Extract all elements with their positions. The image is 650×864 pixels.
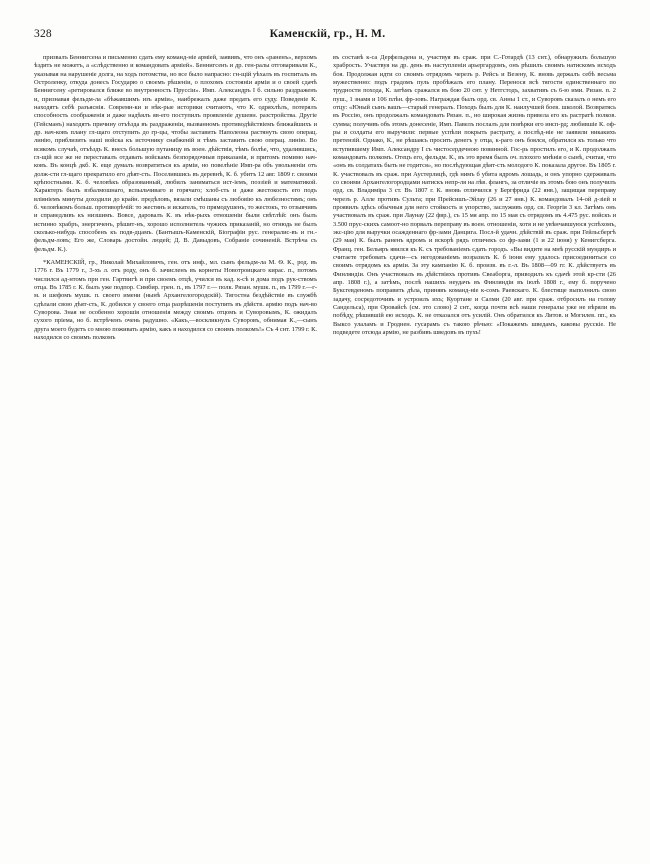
text-columns xyxy=(34,54,616,342)
running-title: Каменскiй, гр., Н. М. xyxy=(269,28,386,40)
paragraph: въ составѣ к-са Дерфельдена и, участвуя въ сраж. при С.-Готардѣ (13 снт.), обнаружилъ большую храбрость. Участвуя на др. день въ наступленiи арьергардомъ, онъ рѣшилъ своимъ натискомъ исходъ боя. Продолжая идти со своимъ отрядомъ черезъ р. Рейсъ и Везену, К. вновь держалъ себѣ весьма мужественно: подъ градомъ пуль пробѣжалъ его плану. Перенося всѣ тягости единственнаго по трудности похода, К. затѣмъ сражался въ бою 20 снт. у Нетгстодъ, захвативъ съ 6-ю ими. Ризан. п. 2 пуш., 1 знамя и 106 плѣн. фр-зовъ. Награждая былъ орд. св. Анны 1 ст., и Суворовъ сказалъ о немъ его отцу: «Юный сынъ вашъ—старый генералъ. Походъ былъ для К. наилучшей боев. школой. Возвратясь въ Россiю, онъ продолжалъ командовать Рязан. п., но широкая жизнь привела его къ растратѣ полков. сумма; получивъ объ этомъ донесеніе, Имп. Павелъ послалъ для повѣрки его инсп-рд; любившiе К. оф-ры и солдаты его выручили: первые успѣли покрыть растрату, а послѣд-нiе не заявили никакихъ претензiй. Однако, К., не рѣшаясь просить денегъ у отца, к-раго онъ боялся, обратился къ только что вступившему Имп. Александру I съ чистосердечною повинной. Гос-рь простилъ его, и К. продолжалъ командовать полкомъ. Отецъ его, фельдм. К., въ это время былъ оч. плохого мнѣнiя о сынѣ, считая, что «онъ въ солдатахъ быть не годится», но послѣдующая дѣят-сть молодого К. показала другое. Въ 1805 г. К. участвовалъ въ сраж. при Аустерлицѣ, гдѣ нимъ б убита ядромъ лошадь, и онъ упорно сдерживалъ со своими Архангелогородцами натискъ непр-ля на лѣв. флангъ, за отличiе въ этомъ бою онъ получилъ орд. св. Владимiра 3 ст. Въ 1807 г. К. вновь отличился у Бергфрида (22 янв.), защищая переправу черезъ р. Алле противъ Сульта; при Прейсишъ-Эйлау (26 и 27 янв.) К. командовалъ 14-ой д-зiей и проявилъ здѣсь обычныя для него стойкость и упорство, заслуживъ орд. св. Георгiя 3 кл. Затѣмъ онъ участвовалъ въ сраж. при Лаунау (22 фвр.), съ 15 мя апр. по 15 мая съ отрядомъ въ 4.475 рус. войскъ и 3.500 прус-скихъ самоот-но порвалъ переправу въ воен. отношенiи, хотя и не увѣнчавшуюся успѣхомъ, экс-цiю для выручки осажденнаго фр-зами Данцига. Посл-й удачн. дѣйствiй въ сраж. при Гейльсбергѣ (29 мая) К. былъ раненъ ядромъ и вскорѣ рядъ отличекъ со фр-зами (1 и 22 iюня) у Кенигсберга. Франц. ген. Бельяръ явился къ К. съ требованiемъ сдать городъ. «Вы видите на мнѣ русскiй мундиръ и считаете требовать сдачи—съ негодованiемъ возразилъ К. б iюня ему удалось присоединиться со своимъ отрядомъ къ армiи. За эту кампанiю К. б. произв. въ г.-л. Въ 1808—09 гг. К. дѣйствуетъ въ Финляндiи. Онъ участвовалъ въ дѣйствiяхъ противъ Свеаборга, приводилъ къ сдачѣ этой кр-сти (26 апр. 1808 г.), а затѣмъ, послѣ нашихъ неудачъ въ Финляндiи въ іюлѣ 1808 г., ему б. поручено Буксгевденомъ поправить дѣла, принявъ команд-нiе к-сомъ Раевскаго. К. блестяще выполнилъ свою задачу, сосредоточивъ и устроилъ ихъ; Куортане и Салми (20 авг. при сраж. отбросилъ на голову Сандельса), при Оровайсѣ (см. это слово) 2 снт., когда почти всѣ наши генералы уже не вѣряли въ побѣду, рѣшившiй ею исходъ. К. не отказался отъ усилiй. Онъ обратился къ Литов. и Могилев. пп., къ Выксо улаламъ и Гроднен. гусарамъ съ такою рѣчью: «Покажемъ шведамъ, каковы русскiе. Не подведете отсюда армiю, не разбивъ шведовъ въ пухъ! xyxy=(333,54,616,336)
left-column xyxy=(34,54,317,342)
page-header xyxy=(34,28,616,44)
right-column xyxy=(333,54,616,337)
paragraph: призвалъ Беннигсена и письменно сдать ему команд-нiе армiей, заявивъ, что онъ «раненъ», верхомъ ѣздить не можетъ, а «слѣдственно и командовать армiей». Беннигсенъ и др. ген-ралы отговаривали К., указывая на нарушенiе долга, на ходъ потомства, но все было напрасно: гн-щiй уѣхалъ въ госпиталь въ Остроленку, откуда донесъ Государю о своемъ рѣшенiи, о плохомъ состоянiи армiи и о своей сдачѣ Беннигсену «ретировался ближе во внутренность Пруссiи». Имп. Александръ I б. сильно раздраженъ и, признавая фельдм-ла «бѣжавшимъ изъ армiи», наибрежалъ даже предать его суду. Поведенiе К. находятъ себѣ разъяснiя. Совремн-ки и нѣк-рые историки считаютъ, что К. одряхлѣлъ, потерялъ способность соображенiя и даже надѣялъ яв-его поступилъ проявленiе душевн. разстройства. Другiе (Гейсманъ) находятъ причину отъѣзда въ раздраженiи, вызванномъ противодѣйствiемъ ближайшихъ и др. нач-ковъ плану гл-щаго отступить до гр-цы, чтобы заставить Наполеона растянуть свою операц. линiю, приблизить нашi войска къ источнику снабженiй и тѣмъ заставить свою операц. линiю. Во всякомъ случаѣ, отъѣздъ К. внесъ большую путаницу въ воен. дѣйствiя, тѣмъ болѣе, что, удалившись, гл-щiй все же не переставалъ отдавать войскамъ безпорядочныя приказанiя, и притомъ помимо нач-ковъ. Въ концѣ дкб. К. еще думалъ возвратиться къ армiи, но повелѣнiе Имп-ра объ увольненiи отъ долж-сти гл-щаго прекратило его дѣят-сть. Поселившись въ деревнѣ, К. б. убитъ 12 авг. 1809 г. своими крѣпостными. К. б. человѣкъ образованный, любилъ заниматься ист-iемъ, поэзiей и математикой. Характеръ былъ взбалмошнаго, вспыльчиваго и горячаго; хлоб-сть и даже жестокость его подъ влiянiемъ минуты доходили до крайн. предѣловъ, вязали смѣшаны съ любовiю къ любезностямъ; онъ б. человѣкомъ больш. противорѣчiй: то жестянъ и искатель, то прямодушенъ, то жестокъ, то отзывчивъ и справедливъ къ низшимъ. Вовсе, даровалъ К. въ нѣк-рыхъ отношенiи были свѣтлѣй: онъ былъ истинно храбръ, энергиченъ, рѣшит-нъ, хорошо исполнитель чужихъ приказанiй, но отнюдь не былъ сколько-нибудь способенъ къ подв-дцамъ. (Бантышъ-Каменскiй, Бiографiи рус. генералис-въ и гн.-фельдм-ловъ; Его же, Словарь достойн. людей; Д. В. Давыдовъ, Собранiе сочиненiй. Встрѣча съ фельдм. К.). xyxy=(34,54,317,253)
entry-kamensky-nikolay: *КАМЕНСКIЙ, гр., Николай Михайловичъ, ген. отъ инф., мл. сынъ фельдм-ла М. Ѳ. К., род. въ 1776 г. Въ 1779 г., 3-хъ л. отъ роду, онъ б. зачисленъ въ корнеты Новотроицкаго кирас. п., потомъ числился ад-нтомъ при ген. Гартвигѣ и при своемъ отцѣ, учился въ кад. к-сѣ и дома подъ рук-ствомъ отца. Въ 1785 г. К. былъ уже подпор. Симбир. грен. п., въ 1797 г.— полк. Рязан. мушк. п., въ 1799 г.—г-м. и шефомъ мушк. п. своего имени (нынѣ Архангелогородскiй). Тягостна бездѣйствiе въ службѣ сдѣлали свою дѣят-сть, К. добился у своего отца разрѣшенiя поступить въ дѣйств. армiю подъ нач-во Суворова. Зная не особенно хорошiя отношенiя между своимъ отцомъ и Суворовымъ, К. ожидалъ сухого прiема, но б. встрѣченъ очень радушно. «Какъ,—воскликнулъ Суворовъ, обнимая К.,—сынъ друга моего будетъ со мною поживать армiю, какъ я находился со своимъ полкомъ!» Съ 4 снт. 1799 г. К. находился со своимъ полкомъ xyxy=(34,258,317,341)
page-number: 328 xyxy=(34,28,52,40)
